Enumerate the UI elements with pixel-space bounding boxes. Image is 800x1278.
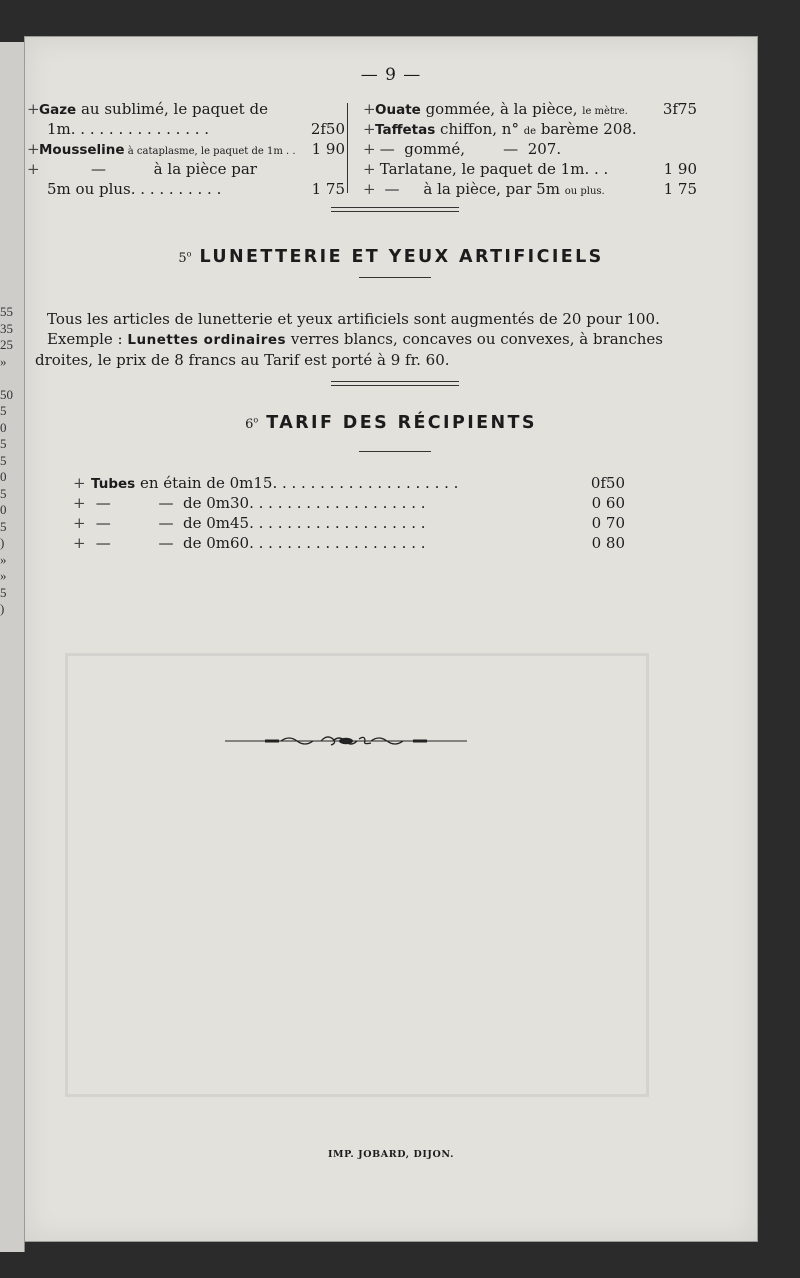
section-number: 6$^o$ <box>245 415 259 432</box>
recipients-price-list <box>73 473 625 553</box>
example-bold-text: Lunettes ordinaires <box>127 332 287 348</box>
edge-digit: 5 <box>0 584 7 600</box>
item-price: 1 90 <box>311 140 345 158</box>
title-underline <box>359 451 431 452</box>
edge-digit: 35 <box>0 320 13 336</box>
edge-digit: ) <box>0 601 5 616</box>
section-title-text: LUNETTERIE ET YEUX ARTIFICIELS <box>199 247 604 267</box>
item-text: — gommé, — 207. <box>375 140 562 158</box>
list-item <box>363 179 697 199</box>
edge-digit: 5 <box>0 518 7 534</box>
section-number: 5$^o$ <box>178 249 192 266</box>
edge-digit: » <box>0 353 7 369</box>
item-text: — — de 0m60. . . . . . . . . . . . . . . . . . . <box>91 534 426 552</box>
section-5-paragraph <box>35 309 685 370</box>
list-item <box>27 119 345 139</box>
list-item <box>27 179 345 199</box>
plus-marker: + <box>27 140 40 158</box>
page-number: — 9 — <box>360 65 422 85</box>
plus-marker: + <box>27 160 40 178</box>
plus-marker: + <box>73 494 86 512</box>
adjacent-page-edge <box>0 42 25 1252</box>
item-price: 0 60 <box>591 494 625 512</box>
item-small-text: à cataplasme, le paquet de 1m . . <box>124 146 296 157</box>
plus-marker: + <box>363 180 376 198</box>
plus-marker: + <box>73 534 86 552</box>
item-text: 5m ou plus. . . . . . . . . . <box>47 180 222 198</box>
plus-marker: + <box>363 160 376 178</box>
item-small-text: ou plus. <box>564 186 605 197</box>
edge-digit: 55 <box>0 304 13 319</box>
item-text: — — de 0m30. . . . . . . . . . . . . . . . . . . <box>91 494 426 512</box>
title-underline <box>359 277 431 278</box>
plus-marker: + <box>363 100 376 118</box>
item-text: gommée, à la pièce, <box>420 100 583 118</box>
paragraph-line: droites, le prix de 8 francs au Tarif est porté à 9 fr. 60. <box>35 351 450 369</box>
plus-marker: + <box>363 140 376 158</box>
section-6-title <box>25 413 757 433</box>
table-row <box>73 513 625 533</box>
list-item <box>363 99 697 119</box>
double-rule-separator <box>331 207 459 212</box>
ornament-divider-icon <box>225 733 467 749</box>
paragraph-line: Tous les articles de lunetterie et yeux artificiels sont augmentés de 20 pour 100. <box>47 310 660 328</box>
table-row <box>73 493 625 513</box>
edge-digit: 5 <box>0 485 7 501</box>
right-price-column <box>363 99 697 199</box>
list-item <box>363 139 697 159</box>
plus-marker: + <box>73 474 86 492</box>
item-price: 2f50 <box>310 120 345 138</box>
adjacent-page-digits <box>0 304 18 618</box>
item-label: Taffetas <box>375 122 436 138</box>
item-label: Tubes <box>91 476 136 492</box>
item-text: en étain de 0m15. . . . . . . . . . . . . . . . . . . . <box>135 474 459 492</box>
section-title-text: TARIF DES RÉCIPIENTS <box>266 413 537 433</box>
item-small-text: de <box>523 126 537 137</box>
list-item <box>27 99 345 119</box>
edge-digit: 5 <box>0 403 7 418</box>
edge-digit: 0 <box>0 419 7 435</box>
item-price: 0 80 <box>591 534 625 552</box>
edge-digit: » <box>0 568 7 583</box>
list-item <box>363 119 697 139</box>
edge-digit: 5 <box>0 436 7 451</box>
table-row <box>73 533 625 553</box>
edge-digit: 50 <box>0 386 13 402</box>
column-divider <box>347 103 348 193</box>
item-text: au sublimé, le paquet de <box>76 100 268 118</box>
edge-digit: ) <box>0 535 5 550</box>
edge-digit: » <box>0 551 7 567</box>
item-price: 1 90 <box>663 160 697 178</box>
item-price: 3f75 <box>662 100 697 118</box>
item-text: — à la pièce, par 5m <box>375 180 565 198</box>
plus-marker: + <box>27 100 40 118</box>
item-text: 1m. . . . . . . . . . . . . . . <box>47 120 210 138</box>
plus-marker: + <box>363 120 376 138</box>
item-text: barème 208. <box>536 120 637 138</box>
item-price: 1 75 <box>663 180 697 198</box>
printer-imprint: IMP. JOBARD, DIJON. <box>328 1149 454 1160</box>
item-text: — — de 0m45. . . . . . . . . . . . . . . . . . . <box>91 514 426 532</box>
item-text: Tarlatane, le paquet de 1m. . . <box>375 160 609 178</box>
plus-marker: + <box>73 514 86 532</box>
list-item <box>363 159 697 179</box>
item-label: Gaze <box>39 102 77 118</box>
item-label: Mousseline <box>39 142 125 158</box>
edge-digit: 0 <box>0 469 7 484</box>
show-through-frame <box>65 653 649 1097</box>
edge-digit: 25 <box>0 337 13 352</box>
table-row <box>73 473 625 493</box>
item-text: — à la pièce par <box>91 160 257 178</box>
item-small-text: le mètre. <box>582 106 628 117</box>
item-price: 0f50 <box>590 474 625 492</box>
item-label: Ouate <box>375 102 421 118</box>
item-text: chiffon, n° <box>435 120 524 138</box>
document-page <box>24 36 758 1242</box>
section-5-title <box>25 247 757 267</box>
double-rule-separator <box>331 381 459 386</box>
edge-digit: 5 <box>0 452 7 468</box>
list-item <box>27 159 345 179</box>
list-item <box>27 139 345 159</box>
paragraph-line: Exemple : Lunettes ordinaires verres blancs, concaves ou convexes, à branches <box>47 330 663 348</box>
item-price: 1 75 <box>311 180 345 198</box>
edge-digit: 0 <box>0 502 7 517</box>
left-price-column <box>27 99 345 199</box>
edge-digit <box>0 370 18 387</box>
item-price: 0 70 <box>591 514 625 532</box>
